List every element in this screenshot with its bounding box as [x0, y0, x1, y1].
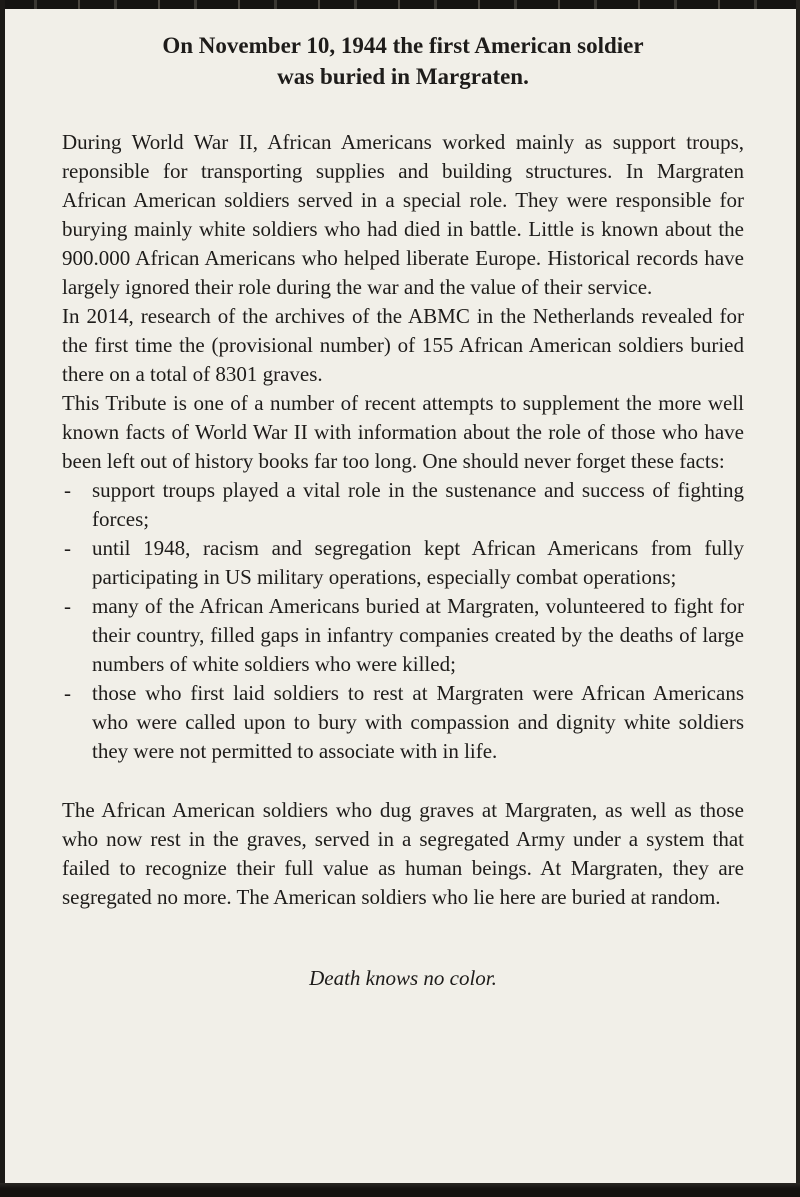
bullet-item — [62, 534, 744, 592]
title-line-2: was buried in Margraten. — [277, 64, 529, 89]
paragraph-2: In 2014, research of the archives of the ABMC in the Netherlands revealed for the first time the (provisional number) of 155 African American soldiers buried there on a total of 8301 graves. — [62, 304, 744, 386]
paragraph-4: The African American soldiers who dug graves at Margraten, as well as those who now rest in the graves, served in a segregated Army under a system that failed to recognize their full value as human beings. At Margraten, they are segregated no more. The American soldiers who lie here are buried at random. — [62, 798, 744, 909]
bullet-text: those who first laid soldiers to rest at Margraten were African Americans who were called upon to bury with compassion and dignity white soldiers they were not permitted to associate with in life. — [92, 681, 744, 763]
bullet-dash: - — [64, 594, 71, 618]
bullet-list — [62, 476, 744, 766]
bullet-item — [62, 592, 744, 679]
scan-edge-left — [0, 0, 5, 1197]
paragraph-1: During World War II, African Americans worked mainly as support troups, reponsible for transporting supplies and building structures. In Margraten African American soldiers served in a special role. They were responsible for burying mainly white soldiers who had died in battle. Little is known about the 900.000 African Americans who helped liberate Europe. Historical records have largely ignored their role during the war and the value of their service. — [62, 130, 744, 299]
bullet-text: until 1948, racism and segregation kept African Americans from fully participating in US military operations, especially combat operations; — [92, 536, 744, 589]
bullet-dash: - — [64, 681, 71, 705]
scan-edge-bottom — [0, 1183, 800, 1197]
bullet-text: many of the African Americans buried at Margraten, volunteered to fight for their country, filled gaps in infantry companies created by the deaths of large numbers of white soldiers who were killed; — [92, 594, 744, 676]
paragraph-3: This Tribute is one of a number of recent attempts to supplement the more well known facts of World War II with information about the role of those who have been left out of history books far too long. One should never forget these facts: — [62, 391, 744, 473]
page-title — [62, 30, 744, 92]
bullet-item — [62, 679, 744, 766]
scan-edge-top — [0, 0, 800, 9]
bullet-dash: - — [64, 478, 71, 502]
closing-line: Death knows no color. — [309, 966, 497, 990]
bullet-dash: - — [64, 536, 71, 560]
bullet-item — [62, 476, 744, 534]
title-line-1: On November 10, 1944 the first American soldier — [162, 33, 644, 58]
scan-edge-right — [796, 0, 800, 1197]
bullet-text: support troups played a vital role in the sustenance and success of fighting forces; — [92, 478, 744, 531]
